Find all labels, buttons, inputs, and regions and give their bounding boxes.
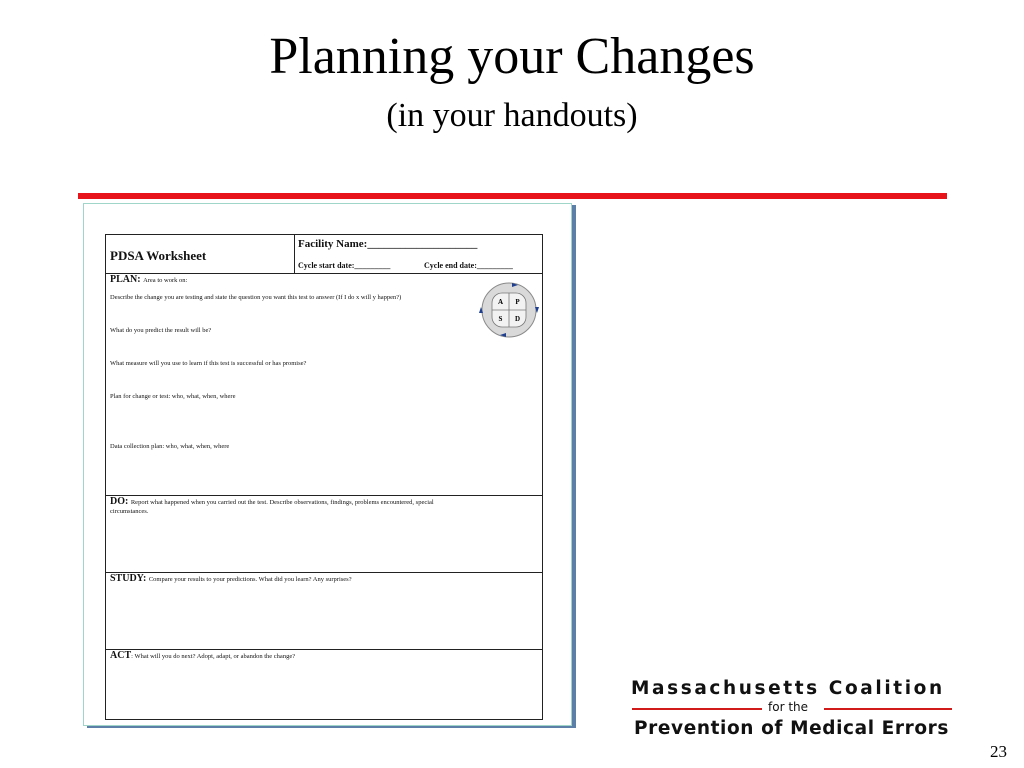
- page-number: 23: [990, 742, 1007, 761]
- logo-line-2-row: [628, 700, 956, 716]
- logo-line-1: Massachusetts Coalition: [631, 678, 945, 699]
- title-divider: [78, 193, 947, 199]
- do-heading: [110, 496, 434, 507]
- plan-section: [106, 273, 542, 496]
- cycle-study-label: S: [498, 315, 503, 323]
- study-heading-label: STUDY:: [110, 573, 147, 584]
- cycle-end-field: Cycle end date:_________: [424, 261, 513, 270]
- do-section: [106, 495, 542, 573]
- plan-heading-label: PLAN:: [110, 274, 141, 285]
- logo-line-3: Prevention of Medical Errors: [634, 718, 950, 739]
- plan-subheading: Area to work on:: [143, 277, 188, 284]
- plan-question: What do you predict the result will be?: [110, 327, 212, 334]
- cycle-plan-label: P: [515, 298, 520, 306]
- facility-name-field: [298, 238, 477, 250]
- act-heading-label: ACT: [110, 650, 132, 661]
- logo-left-rule: [632, 708, 762, 710]
- facility-label: Facility Name:: [298, 238, 368, 250]
- act-heading: [110, 650, 295, 661]
- plan-question: Plan for change or test: who, what, when, where: [110, 393, 236, 400]
- plan-question: Data collection plan: who, what, when, where: [110, 443, 230, 450]
- do-instructions-continued: circumstances.: [110, 508, 149, 515]
- logo-line-2: for the: [768, 700, 809, 714]
- study-section: [106, 572, 542, 650]
- study-heading: [110, 573, 352, 584]
- header-divider: [294, 235, 295, 273]
- do-instructions: Report what happened when you carried out the test. Describe observations, findings, problems encountered, special: [130, 499, 434, 506]
- act-instructions: : What will you do next? Adopt, adapt, or abandon the change?: [131, 653, 296, 660]
- logo-right-rule: [824, 708, 952, 710]
- worksheet-header: [106, 235, 542, 274]
- cycle-do-label: D: [514, 315, 521, 323]
- act-section: [106, 649, 542, 719]
- study-instructions: Compare your results to your predictions. What did you learn? Any surprises?: [148, 576, 352, 583]
- worksheet-title: PDSA Worksheet: [110, 248, 207, 263]
- plan-heading: [110, 274, 187, 285]
- slide-title: Planning your Changes: [269, 28, 755, 85]
- organization-logo: [628, 676, 958, 742]
- pdsa-cycle-diagram: [479, 281, 539, 339]
- do-heading-label: DO:: [110, 496, 129, 507]
- slide-subtitle: (in your handouts): [386, 97, 638, 134]
- plan-question: Describe the change you are testing and state the question you want this test to answer (If I do x will y happen?): [110, 294, 402, 301]
- cycle-act-label: A: [497, 298, 504, 306]
- plan-question: What measure will you use to learn if this test is successful or has promise?: [110, 360, 307, 367]
- facility-blank: ____________________: [367, 238, 478, 250]
- pdsa-worksheet: [105, 234, 543, 720]
- cycle-start-field: Cycle start date:_________: [298, 261, 391, 270]
